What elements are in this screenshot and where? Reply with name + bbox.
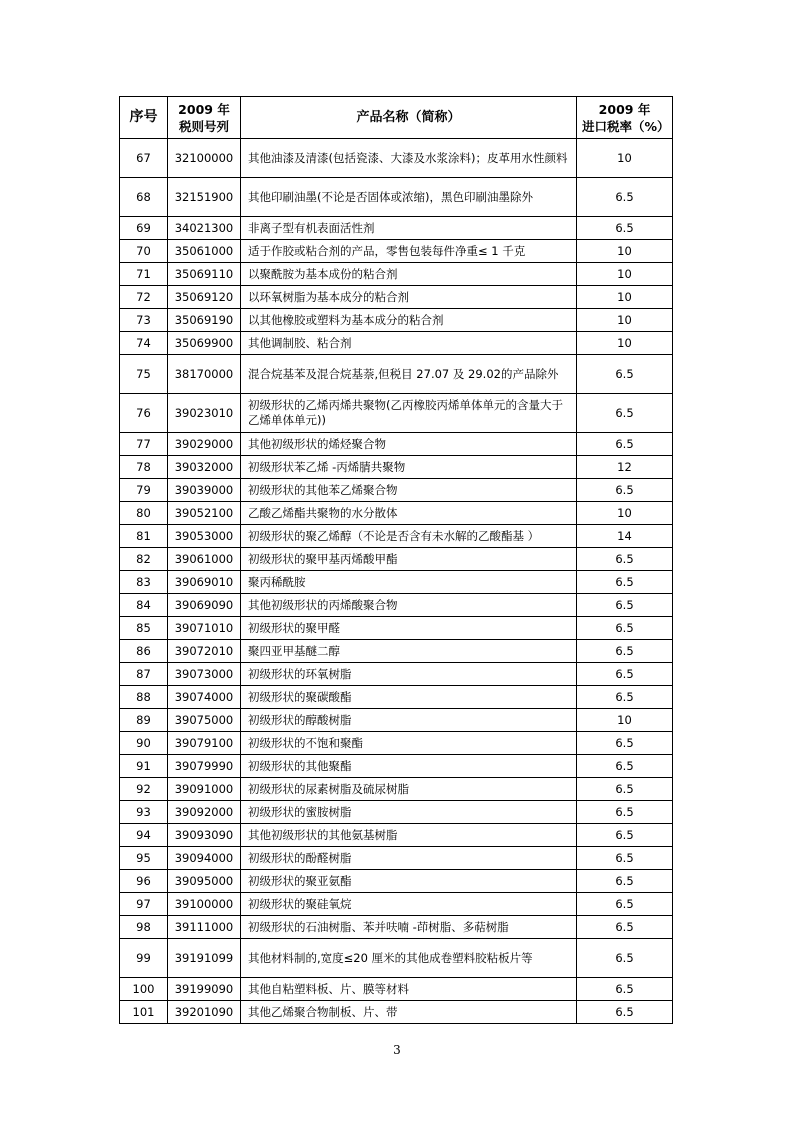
cell-code: 39073000	[168, 663, 241, 686]
cell-code: 39072010	[168, 640, 241, 663]
cell-code: 39069010	[168, 571, 241, 594]
cell-rate: 6.5	[577, 617, 673, 640]
cell-rate: 6.5	[577, 433, 673, 456]
cell-seq: 101	[120, 1001, 168, 1024]
table-row	[120, 263, 673, 286]
cell-seq: 74	[120, 332, 168, 355]
cell-code: 39091000	[168, 778, 241, 801]
cell-seq: 100	[120, 978, 168, 1001]
page-number: 3	[393, 1043, 401, 1057]
cell-rate: 6.5	[577, 824, 673, 847]
table-row	[120, 355, 673, 394]
header-seq: 序号	[120, 97, 168, 139]
cell-seq: 98	[120, 916, 168, 939]
cell-name: 其他乙烯聚合物制板、片、带	[241, 1001, 577, 1024]
cell-name: 初级形状的聚硅氧烷	[241, 893, 577, 916]
table-row	[120, 686, 673, 709]
cell-name: 初级形状的蜜胺树脂	[241, 801, 577, 824]
cell-code: 39191099	[168, 939, 241, 978]
cell-rate: 10	[577, 332, 673, 355]
cell-name: 其他印刷油墨(不论是否固体或浓缩)，黑色印刷油墨除外	[241, 178, 577, 217]
cell-code: 39029000	[168, 433, 241, 456]
cell-name: 初级形状的其他苯乙烯聚合物	[241, 479, 577, 502]
table-row	[120, 870, 673, 893]
cell-code: 39053000	[168, 525, 241, 548]
table-row	[120, 479, 673, 502]
cell-code: 35061000	[168, 240, 241, 263]
cell-rate: 6.5	[577, 893, 673, 916]
cell-rate: 10	[577, 240, 673, 263]
cell-rate: 6.5	[577, 732, 673, 755]
cell-seq: 68	[120, 178, 168, 217]
table-row	[120, 640, 673, 663]
cell-seq: 77	[120, 433, 168, 456]
table-row	[120, 548, 673, 571]
table-row	[120, 847, 673, 870]
cell-name: 初级形状的酚醛树脂	[241, 847, 577, 870]
table-row	[120, 525, 673, 548]
cell-rate: 10	[577, 263, 673, 286]
table-row	[120, 663, 673, 686]
cell-rate: 6.5	[577, 978, 673, 1001]
cell-rate: 6.5	[577, 755, 673, 778]
cell-seq: 93	[120, 801, 168, 824]
cell-seq: 99	[120, 939, 168, 978]
cell-rate: 6.5	[577, 594, 673, 617]
cell-name: 初级形状苯乙烯 -丙烯腈共聚物	[241, 456, 577, 479]
cell-seq: 91	[120, 755, 168, 778]
table-row	[120, 433, 673, 456]
table-row	[120, 571, 673, 594]
cell-code: 39071010	[168, 617, 241, 640]
cell-name: 聚丙稀酰胺	[241, 571, 577, 594]
cell-rate: 6.5	[577, 1001, 673, 1024]
cell-name: 非离子型有机表面活性剂	[241, 217, 577, 240]
table-row	[120, 502, 673, 525]
cell-code: 39079990	[168, 755, 241, 778]
cell-code: 39061000	[168, 548, 241, 571]
table-row	[120, 939, 673, 978]
cell-rate: 6.5	[577, 916, 673, 939]
cell-seq: 78	[120, 456, 168, 479]
table-row	[120, 801, 673, 824]
cell-rate: 6.5	[577, 801, 673, 824]
cell-seq: 86	[120, 640, 168, 663]
cell-name: 乙酸乙烯酯共聚物的水分散体	[241, 502, 577, 525]
cell-name: 初级形状的醇酸树脂	[241, 709, 577, 732]
cell-code: 39075000	[168, 709, 241, 732]
cell-name: 初级形状的不饱和聚酯	[241, 732, 577, 755]
cell-name: 混合烷基苯及混合烷基萘,但税目 27.07 及 29.02的产品除外	[241, 355, 577, 394]
table-header-row	[120, 97, 673, 139]
cell-code: 39094000	[168, 847, 241, 870]
cell-rate: 10	[577, 502, 673, 525]
cell-rate: 12	[577, 456, 673, 479]
cell-code: 34021300	[168, 217, 241, 240]
cell-seq: 67	[120, 139, 168, 178]
cell-rate: 6.5	[577, 686, 673, 709]
cell-name: 其他自粘塑料板、片、膜等材料	[241, 978, 577, 1001]
table-row	[120, 178, 673, 217]
cell-code: 39052100	[168, 502, 241, 525]
cell-name: 其他调制胶、粘合剂	[241, 332, 577, 355]
cell-name: 以环氧树脂为基本成分的粘合剂	[241, 286, 577, 309]
cell-code: 39074000	[168, 686, 241, 709]
cell-rate: 6.5	[577, 663, 673, 686]
cell-code: 39092000	[168, 801, 241, 824]
cell-code: 35069110	[168, 263, 241, 286]
cell-name: 以其他橡胶或塑料为基本成分的粘合剂	[241, 309, 577, 332]
cell-seq: 73	[120, 309, 168, 332]
cell-rate: 6.5	[577, 640, 673, 663]
cell-seq: 79	[120, 479, 168, 502]
cell-name: 初级形状的尿素树脂及硫尿树脂	[241, 778, 577, 801]
cell-name: 初级形状的聚碳酸酯	[241, 686, 577, 709]
cell-code: 35069120	[168, 286, 241, 309]
cell-code: 39079100	[168, 732, 241, 755]
table-row	[120, 893, 673, 916]
header-rate-year: 2009 年	[598, 101, 651, 117]
cell-code: 32100000	[168, 139, 241, 178]
cell-name: 初级形状的乙烯丙烯共聚物(乙丙橡胶丙烯单体单元的含量大于乙烯单体单元))	[241, 394, 577, 433]
cell-name: 初级形状的环氧树脂	[241, 663, 577, 686]
table-row	[120, 240, 673, 263]
cell-rate: 10	[577, 709, 673, 732]
cell-name: 初级形状的石油树脂、苯并呋喃 -茚树脂、多萜树脂	[241, 916, 577, 939]
cell-seq: 76	[120, 394, 168, 433]
table-row	[120, 594, 673, 617]
cell-seq: 88	[120, 686, 168, 709]
cell-seq: 96	[120, 870, 168, 893]
table-row	[120, 309, 673, 332]
cell-rate: 6.5	[577, 548, 673, 571]
cell-code: 39093090	[168, 824, 241, 847]
table-row	[120, 217, 673, 240]
table-row	[120, 1001, 673, 1024]
cell-rate: 10	[577, 139, 673, 178]
cell-name: 其他初级形状的丙烯酸聚合物	[241, 594, 577, 617]
cell-seq: 83	[120, 571, 168, 594]
cell-rate: 6.5	[577, 778, 673, 801]
cell-seq: 94	[120, 824, 168, 847]
cell-code: 35069190	[168, 309, 241, 332]
cell-seq: 69	[120, 217, 168, 240]
cell-name: 其他油漆及清漆(包括瓷漆、大漆及水浆涂料)；皮革用水性颜料	[241, 139, 577, 178]
cell-code: 39023010	[168, 394, 241, 433]
cell-code: 39032000	[168, 456, 241, 479]
cell-code: 38170000	[168, 355, 241, 394]
table-row	[120, 617, 673, 640]
cell-seq: 95	[120, 847, 168, 870]
cell-rate: 6.5	[577, 178, 673, 217]
header-code	[168, 97, 241, 139]
cell-seq: 72	[120, 286, 168, 309]
table-row	[120, 709, 673, 732]
table-row	[120, 139, 673, 178]
header-rate-label: 进口税率（%）	[582, 118, 670, 134]
cell-name: 初级形状的聚亚氨酯	[241, 870, 577, 893]
header-code-year: 2009 年	[178, 101, 230, 117]
table-row	[120, 394, 673, 433]
cell-rate: 14	[577, 525, 673, 548]
cell-seq: 97	[120, 893, 168, 916]
cell-code: 39069090	[168, 594, 241, 617]
cell-seq: 92	[120, 778, 168, 801]
cell-seq: 90	[120, 732, 168, 755]
cell-seq: 89	[120, 709, 168, 732]
cell-code: 39100000	[168, 893, 241, 916]
table-row	[120, 286, 673, 309]
table-row	[120, 778, 673, 801]
cell-rate: 6.5	[577, 847, 673, 870]
cell-rate: 6.5	[577, 394, 673, 433]
cell-code: 39095000	[168, 870, 241, 893]
cell-name: 其他材料制的,宽度≤20 厘米的其他成卷塑料胶粘板片等	[241, 939, 577, 978]
cell-rate: 6.5	[577, 571, 673, 594]
tariff-table	[119, 96, 673, 1024]
table-row	[120, 755, 673, 778]
cell-name: 初级形状的聚甲基丙烯酸甲酯	[241, 548, 577, 571]
cell-seq: 75	[120, 355, 168, 394]
cell-seq: 84	[120, 594, 168, 617]
table-row	[120, 824, 673, 847]
cell-seq: 71	[120, 263, 168, 286]
cell-rate: 6.5	[577, 939, 673, 978]
cell-name: 聚四亚甲基醚二醇	[241, 640, 577, 663]
table-row	[120, 916, 673, 939]
cell-rate: 6.5	[577, 479, 673, 502]
table-row	[120, 332, 673, 355]
cell-seq: 85	[120, 617, 168, 640]
cell-rate: 6.5	[577, 355, 673, 394]
cell-name: 其他初级形状的烯烃聚合物	[241, 433, 577, 456]
cell-code: 39111000	[168, 916, 241, 939]
cell-name: 其他初级形状的其他氨基树脂	[241, 824, 577, 847]
cell-rate: 6.5	[577, 870, 673, 893]
table-row	[120, 456, 673, 479]
cell-name: 初级形状的其他聚酯	[241, 755, 577, 778]
cell-name: 适于作胶或粘合剂的产品，零售包装每件净重≤ 1 千克	[241, 240, 577, 263]
cell-seq: 80	[120, 502, 168, 525]
cell-name: 初级形状的聚乙烯醇（不论是否含有未水解的乙酸酯基 ）	[241, 525, 577, 548]
table-row	[120, 978, 673, 1001]
tariff-table-container	[119, 96, 672, 1024]
cell-code: 39199090	[168, 978, 241, 1001]
cell-seq: 81	[120, 525, 168, 548]
cell-seq: 87	[120, 663, 168, 686]
header-code-label: 税则号列	[178, 118, 229, 134]
cell-name: 以聚酰胺为基本成份的粘合剂	[241, 263, 577, 286]
table-row	[120, 732, 673, 755]
header-rate	[577, 97, 673, 139]
cell-seq: 70	[120, 240, 168, 263]
cell-rate: 10	[577, 309, 673, 332]
cell-rate: 6.5	[577, 217, 673, 240]
cell-code: 39201090	[168, 1001, 241, 1024]
cell-name: 初级形状的聚甲醛	[241, 617, 577, 640]
header-name: 产品名称（简称）	[241, 97, 577, 139]
cell-code: 32151900	[168, 178, 241, 217]
cell-code: 39039000	[168, 479, 241, 502]
cell-seq: 82	[120, 548, 168, 571]
cell-rate: 10	[577, 286, 673, 309]
cell-code: 35069900	[168, 332, 241, 355]
table-body	[120, 139, 673, 1024]
